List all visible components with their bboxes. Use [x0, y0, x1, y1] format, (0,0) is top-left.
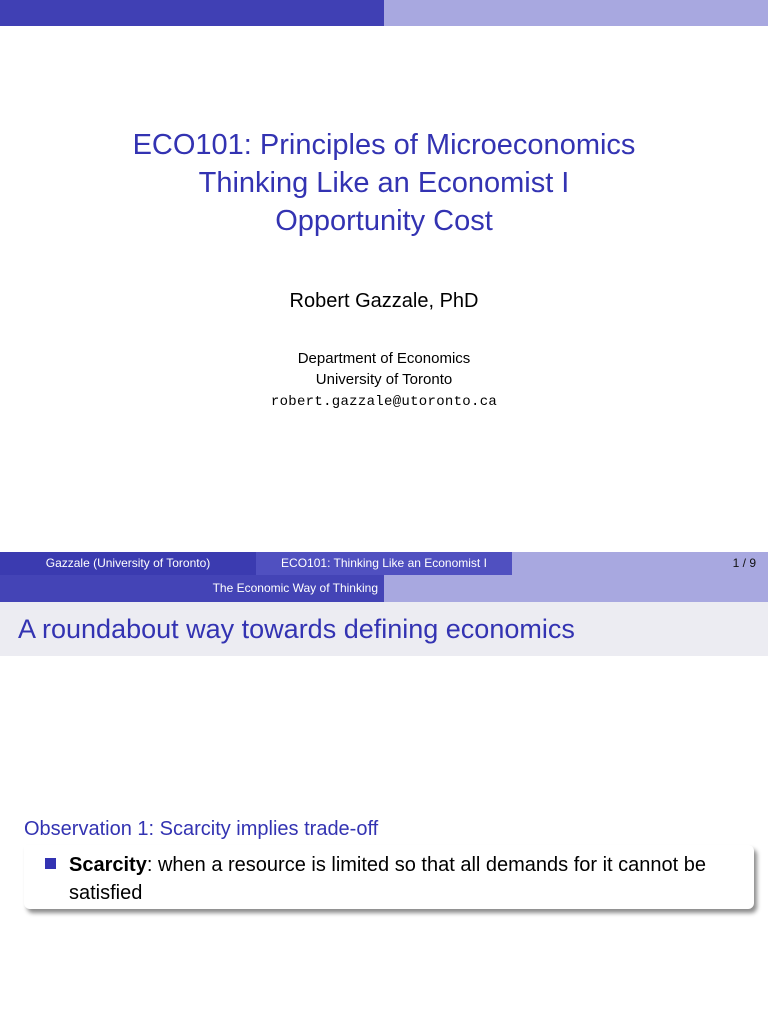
- block-title: Observation 1: Scarcity implies trade-off: [24, 818, 379, 840]
- email-text[interactable]: robert.gazzale@utoronto.ca: [270, 394, 498, 410]
- top-bar-right: [384, 0, 768, 26]
- section-bar-right: [384, 575, 768, 602]
- author-name: Robert Gazzale, PhD: [289, 290, 479, 312]
- bullet-square-icon: [45, 858, 56, 869]
- title-line-1: ECO101: Principles of Microeconomics: [132, 129, 636, 161]
- bullet-definition: : when a resource is limited so that all demands for it cannot be satisfied: [69, 854, 707, 904]
- institution-department: Department of Economics: [297, 350, 471, 367]
- section-navigation-label[interactable]: The Economic Way of Thinking: [212, 581, 378, 595]
- footer-page-number: 1 / 9: [732, 556, 756, 570]
- top-bar-left: [0, 0, 384, 26]
- frame-title: A roundabout way towards defining economics: [18, 614, 575, 644]
- author-email[interactable]: [0, 390, 768, 413]
- footer-author: Gazzale (University of Toronto): [45, 556, 211, 570]
- title-line-3: Opportunity Cost: [275, 205, 493, 237]
- bullet-item: [69, 851, 729, 907]
- title-line-2: Thinking Like an Economist I: [198, 167, 570, 199]
- footer-short-title: ECO101: Thinking Like an Economist I: [281, 556, 487, 570]
- bullet-term: Scarcity: [69, 854, 147, 876]
- institution-university: University of Toronto: [315, 371, 453, 388]
